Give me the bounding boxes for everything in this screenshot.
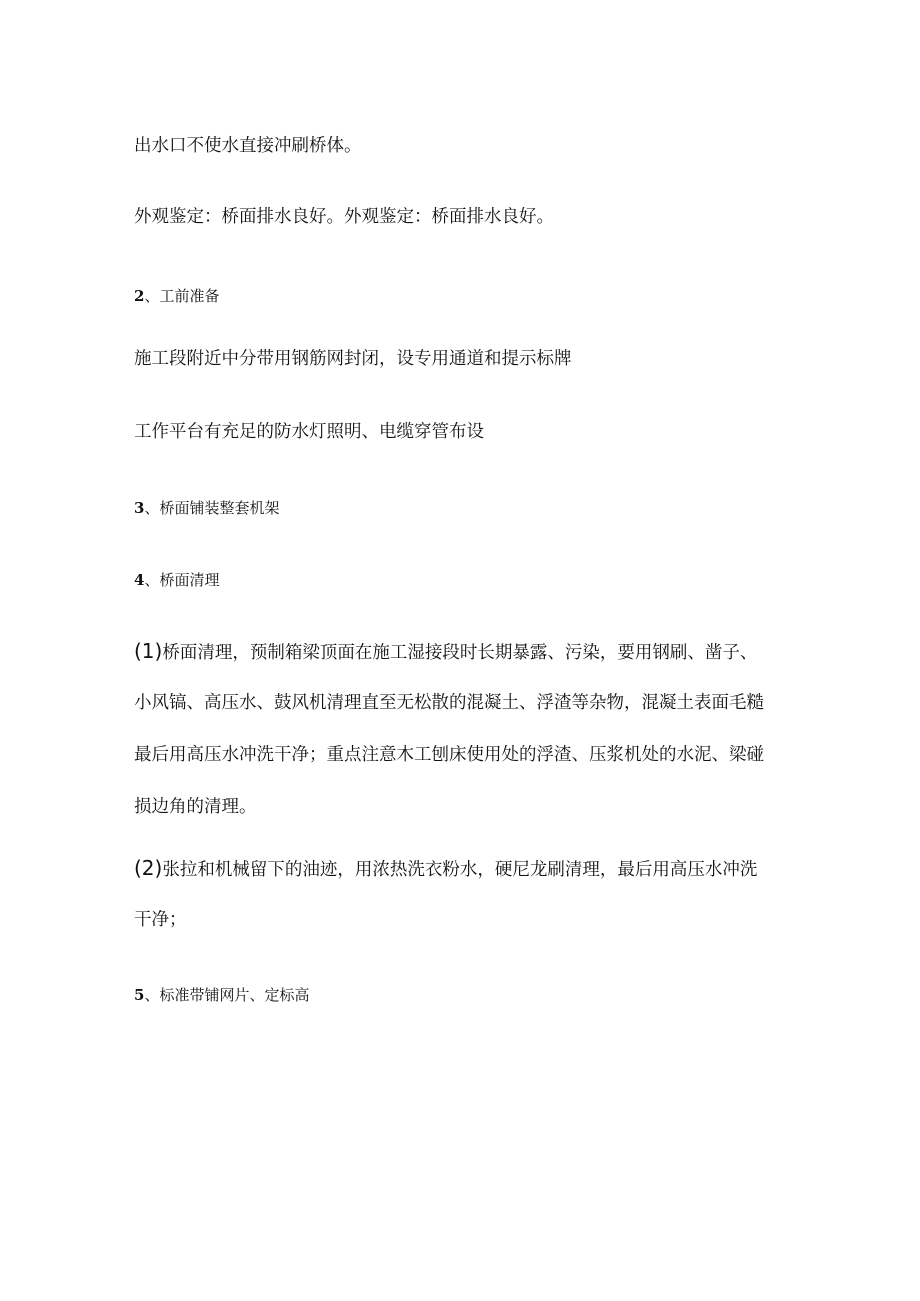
text-line-lighting: 工作平台有充足的防水灯照明、电缆穿管布设 — [134, 422, 484, 442]
section-number: 5 — [134, 986, 145, 1004]
text-line-appearance: 外观鉴定：桥面排水良好。外观鉴定：桥面排水良好。 — [134, 207, 554, 227]
paragraph-line: (2)张拉和机械留下的油迹，用浓热洗衣粉水，硬尼龙刷清理，最后用高压水冲洗 — [134, 856, 758, 880]
section-title: 、工前准备 — [144, 287, 220, 305]
item-label: (1) — [134, 639, 163, 663]
paragraph-line: 最后用高压水冲洗干净；重点注意木工刨床使用处的浮渣、压浆机处的水泥、梁碰 — [134, 745, 764, 765]
section-title: 、桥面铺装整套机架 — [144, 499, 280, 517]
section-title: 、桥面清理 — [144, 571, 220, 589]
section-heading-5 — [134, 983, 309, 1007]
section-number: 3 — [134, 499, 145, 517]
text-line-outlet: 出水口不使水直接冲刷桥体。 — [134, 136, 362, 156]
paragraph-line: 干净； — [134, 910, 187, 930]
paragraph-item-2 — [134, 842, 794, 946]
section-number: 4 — [134, 571, 145, 589]
paragraph-line: 损边角的清理。 — [134, 797, 257, 817]
text-line-enclosure: 施工段附近中分带用钢筋网封闭，设专用通道和提示标牌 — [134, 349, 572, 369]
section-title: 、标准带铺网片、定标高 — [144, 986, 310, 1004]
section-heading-3 — [134, 496, 279, 520]
section-heading-2 — [134, 284, 219, 308]
section-heading-4 — [134, 568, 219, 592]
paragraph-line: 小风镐、高压水、鼓风机清理直至无松散的混凝土、浮渣等杂物，混凝土表面毛糙 — [134, 693, 764, 713]
item-label: (2) — [134, 856, 163, 880]
paragraph-line: (1)桥面清理，预制箱梁顶面在施工湿接段时长期暴露、污染，要用钢刷、凿子、 — [134, 639, 758, 663]
paragraph-item-1 — [134, 625, 794, 833]
section-number: 2 — [134, 287, 145, 305]
